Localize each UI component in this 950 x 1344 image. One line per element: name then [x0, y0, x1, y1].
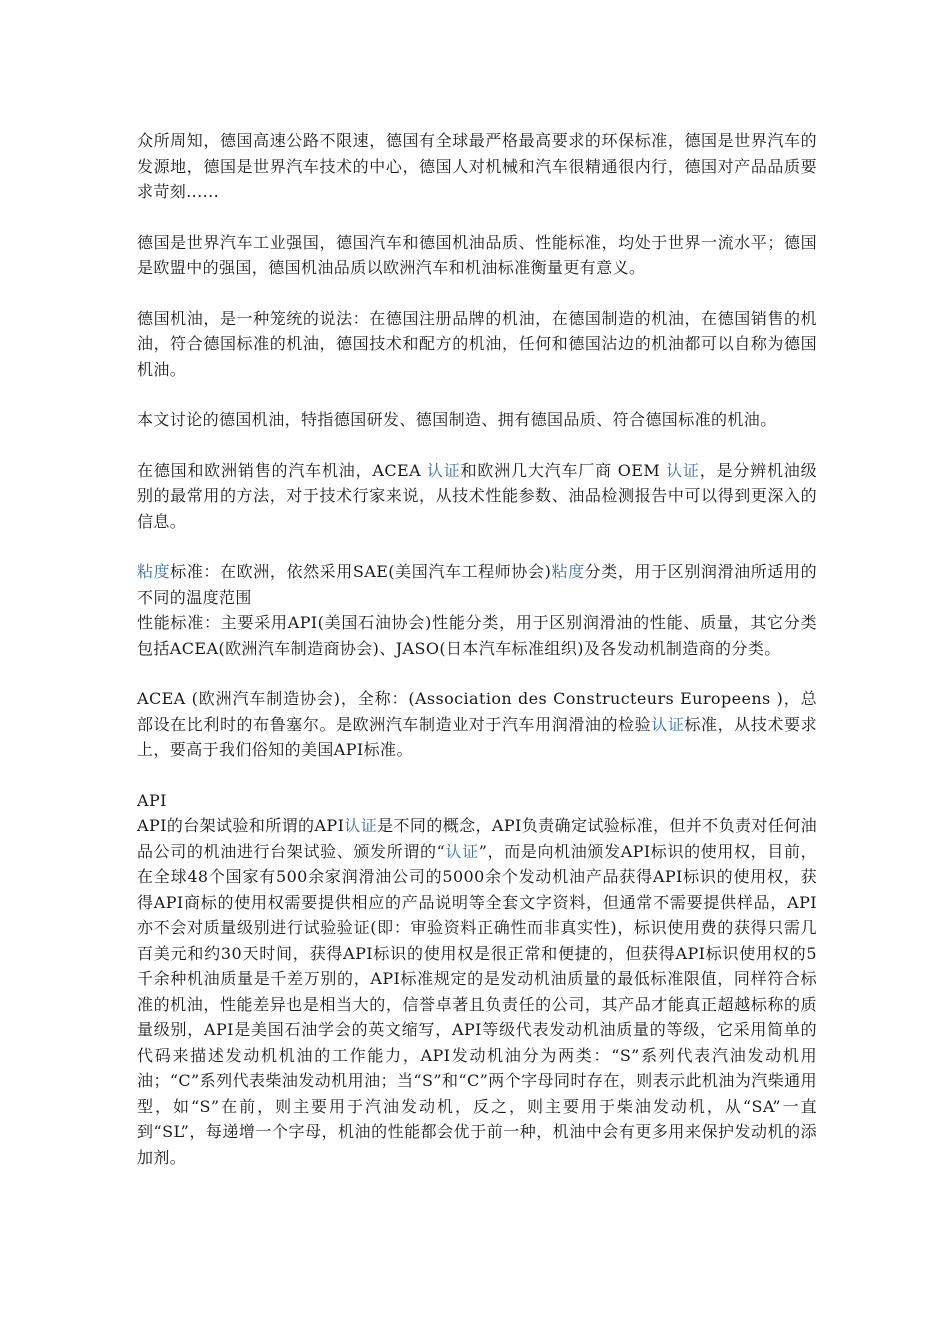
- certification-link[interactable]: 认证: [445, 841, 479, 861]
- text-segment: ，是分辨机油级别的最常用的方法，对于技术行家来说，从技术性能参数、油品检测报告中可以得到更深入的信息。: [137, 460, 818, 531]
- paragraph-scope: 本文讨论的德国机油，特指德国研发、德国制造、拥有德国品质、符合德国标准的机油。: [137, 410, 777, 429]
- certification-link[interactable]: 认证: [666, 460, 700, 480]
- viscosity-link[interactable]: 粘度: [551, 562, 585, 581]
- certification-link[interactable]: 认证: [344, 816, 378, 835]
- text-segment: 标准：在欧洲，依然采用SAE(美国汽车工程师协会): [170, 562, 552, 581]
- paragraph-certification: [137, 458, 817, 535]
- viscosity-link[interactable]: 粘度: [137, 562, 171, 581]
- text-segment: 标准，从技术要求上，要高于我们俗知的美国API标准。: [137, 714, 817, 759]
- paragraph-api: [137, 813, 817, 1170]
- paragraph-intro: 众所周知，德国高速公路不限速，德国有全球最严格最高要求的环保标准，德国是世界汽车的发源地，德国是世界汽车技术的中心，德国人对机械和汽车很精通很内行，德国对产品品质要求苛刻......: [137, 131, 817, 201]
- document-body: [137, 128, 817, 1170]
- text-segment: ACEA (欧洲汽车制造协会)，全称：(Association des Constructeurs Europeens )，总部设在比利时的布鲁塞尔。是欧洲汽车制造业对于汽车用润滑油的检验: [137, 689, 817, 734]
- text-segment: 和欧洲几大汽车厂商 OEM: [460, 460, 667, 480]
- paragraph-german-oil-definition: 德国机油，是一种笼统的说法：在德国注册品牌的机油，在德国制造的机油，在德国销售的机油，符合德国标准的机油，德国技术和配方的机油，任何和德国沾边的机油都可以自称为德国机油。: [137, 308, 817, 379]
- text-segment: 是不同的概念，API负责确定试验标准，但并不负责对任何油品公司的机油进行台架试验、颁发所谓的“: [137, 816, 817, 861]
- paragraph-viscosity-standard: [137, 559, 817, 610]
- section-heading-api: API: [137, 790, 167, 810]
- text-segment: 分类，用于区别润滑油所适用的不同的温度范围: [137, 562, 817, 607]
- paragraph-performance-standard: 性能标准：主要采用API(美国石油协会)性能分类，用于区别润滑油的性能、质量，其它分类包括ACEA(欧洲汽车制造商协会)、JASO(日本汽车标准组织)及各发动机制造商的分类。: [137, 613, 817, 658]
- paragraph-acea: [137, 686, 817, 763]
- text-segment: 在德国和欧洲销售的汽车机油，ACEA: [137, 460, 427, 480]
- certification-link[interactable]: 认证: [651, 714, 685, 734]
- certification-link[interactable]: 认证: [426, 460, 461, 480]
- paragraph-germany-standards: 德国是世界汽车工业强国，德国汽车和德国机油品质、性能标准，均处于世界一流水平；德国是欧盟中的强国，德国机油品质以欧洲汽车和机油标准衡量更有意义。: [137, 232, 817, 277]
- text-segment: API的台架试验和所谓的API: [137, 816, 345, 835]
- text-segment: ”，而是向机油颁发API标识的使用权，目前，在全球48个国家有500余家润滑油公司的5000余个发动机油产品获得API标识的使用权，获得API商标的使用权需要提供相应的产品说明等全套文字资料，但通常不需要提供样品，API亦不会对质量级别进行试验验证(即：审验资料正确性而非真实性)，标识使用费的获得只需几百美元和约30天时间，获得API标识的使用权是很正常和便捷的，但获得API标识使用权的5千余种机油质量是千差万别的，API标准规定的是发动机油质量的最低标准限值，同样符合标准的机油，性能差异也是相当大的，信誉卓著且负责任的公司，其产品才能真正超越标称的质量级别，API是美国石油学会的英文缩写，API等级代表发动机油质量的等级，它采用简单的代码来描述发动机机油的工作能力，API发动机油分为两类：“S”系列代表汽油发动机用油；“C”系列代表柴油发动机用油；当“S”和“C”两个字母同时存在，则表示此机油为汽柴通用型，如“S”在前，则主要用于汽油发动机，反之，则主要用于柴油发动机，从“SA”一直到“SL”，每递增一个字母，机油的性能都会优于前一种，机油中会有更多用来保护发动机的添加剂。: [137, 841, 818, 1167]
